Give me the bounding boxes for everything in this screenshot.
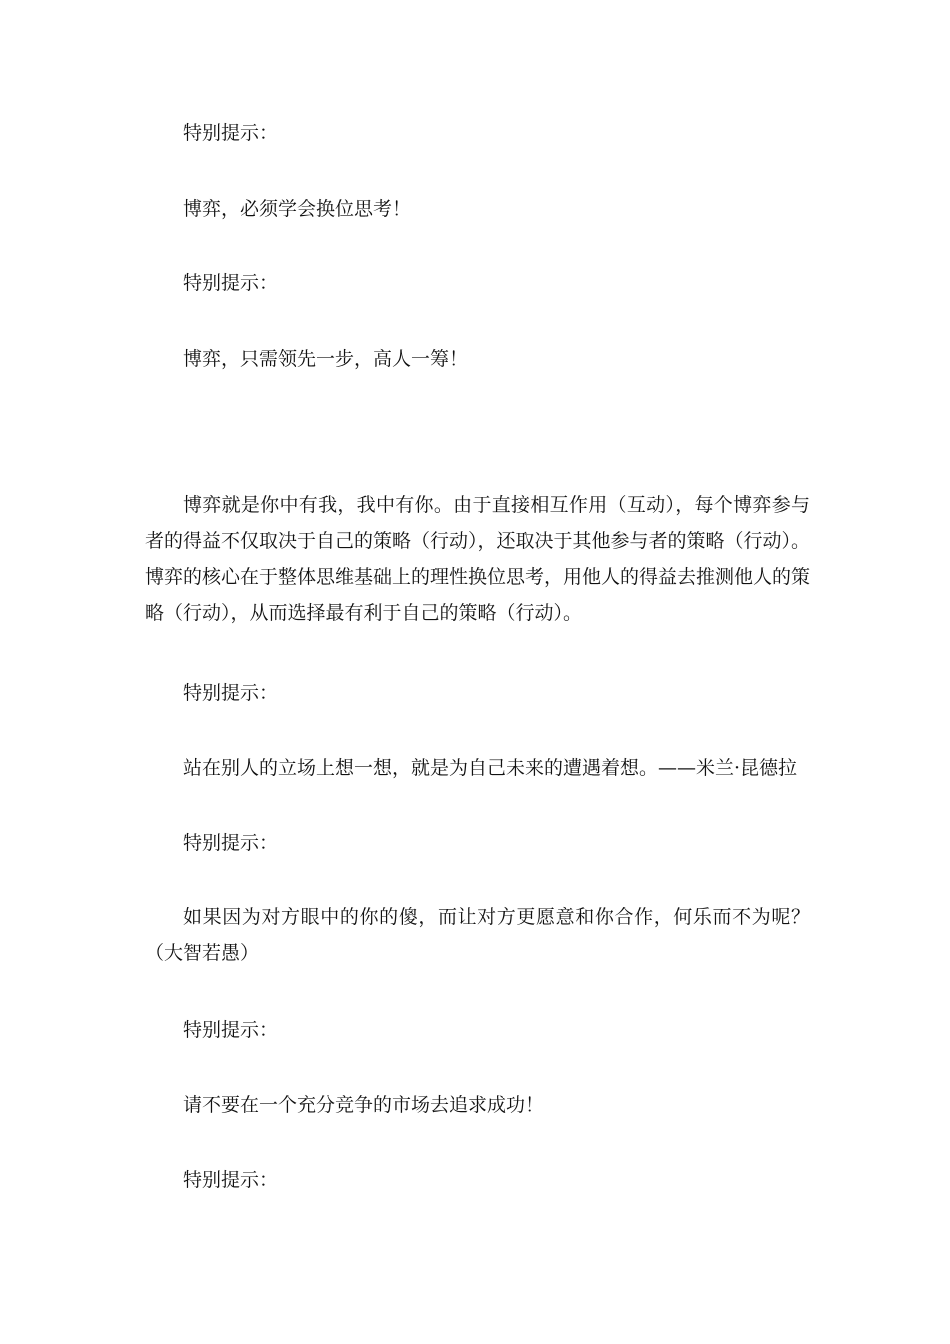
tip-text: 如果因为对方眼中的你的傻，而让对方更愿意和你合作，何乐而不为呢？（大智若愚）: [145, 906, 810, 964]
special-tip-heading: 特别提示：: [183, 832, 279, 854]
special-tip-heading: 特别提示：: [183, 122, 279, 144]
special-tip-heading: 特别提示：: [183, 1019, 279, 1041]
body-paragraph: 博弈就是你中有我，我中有你。由于直接相互作用（互动），每个博弈参与者的得益不仅取决于自己的策略（行动），还取决于其他参与者的策略（行动）。博弈的核心在于整体思维基础上的理性换位思考，用他人的得益去推测他人的策略（行动），从而选择最有利于自己的策略（行动）。: [145, 494, 811, 624]
tip-text: 博弈，必须学会换位思考！: [183, 198, 412, 220]
quote-text: 站在别人的立场上想一想，就是为自己未来的遭遇着想。——米兰·昆德拉: [183, 757, 798, 779]
special-tip-heading: 特别提示：: [183, 272, 279, 294]
tip-text: 博弈，只需领先一步，高人一筹！: [183, 348, 469, 370]
special-tip-heading: 特别提示：: [183, 682, 279, 704]
tip-text: 请不要在一个充分竞争的市场去追求成功！: [183, 1094, 545, 1116]
special-tip-heading: 特别提示：: [183, 1169, 279, 1191]
